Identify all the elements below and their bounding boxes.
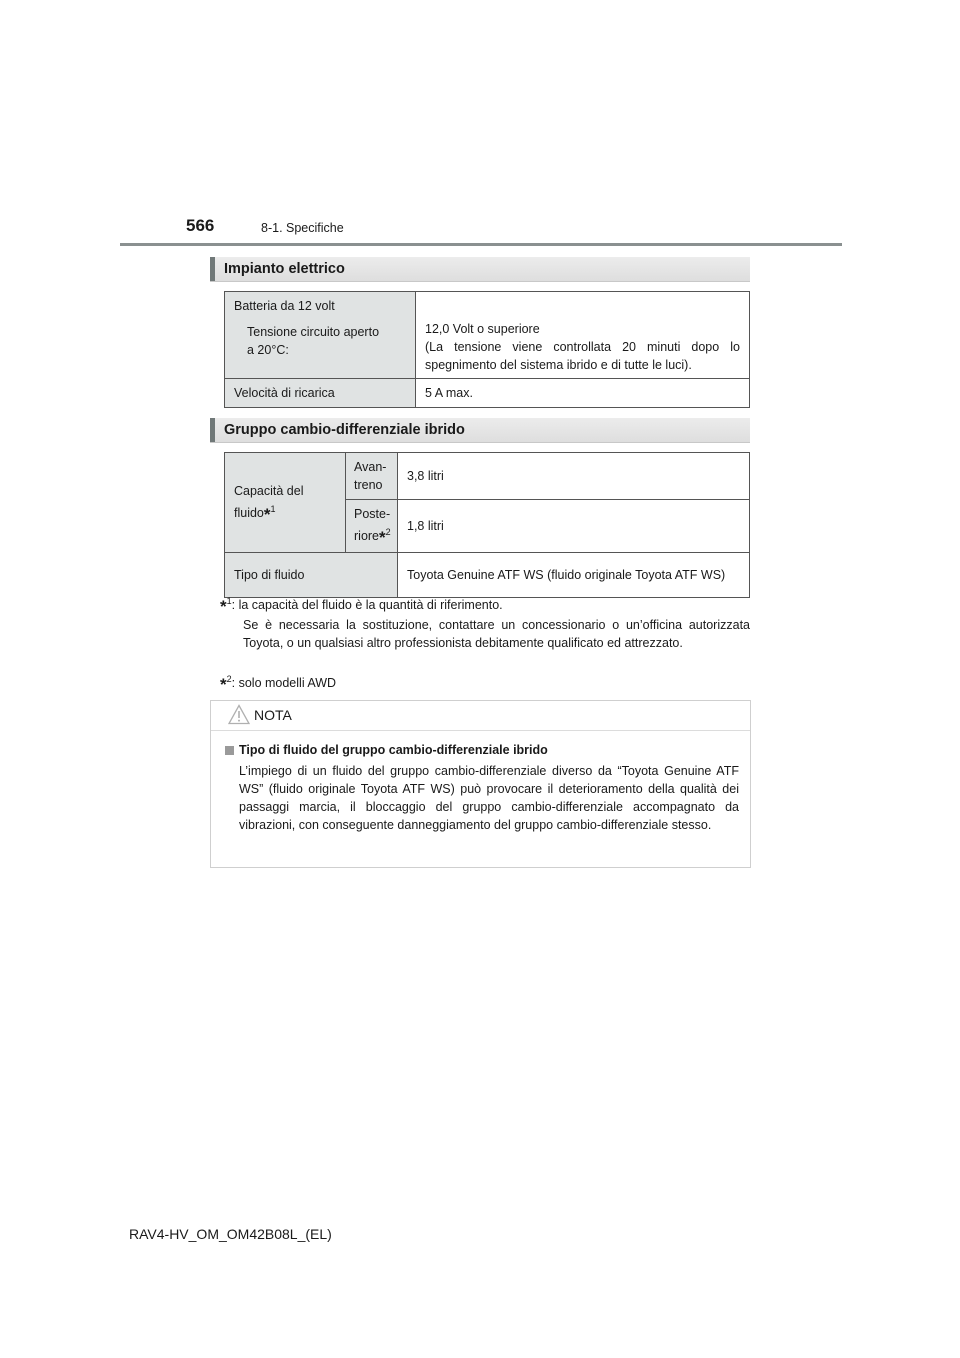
rear-label-2: riore <box>354 529 380 544</box>
section-heading-transaxle <box>210 418 750 443</box>
header-rule <box>120 243 842 246</box>
fluid-type-value: Toyota Genuine ATF WS (fluido originale Toyota ATF WS) <box>407 568 726 583</box>
front-capacity-value: 3,8 litri <box>407 469 444 483</box>
charge-rate-value-cell <box>416 379 750 408</box>
footnote-2-number: 2 <box>226 674 232 684</box>
footnote-1-line-2: Se è necessaria la sostituzione, contattare un concessionario o un’officina autorizzata Toyota, o un qualsiasi altro professionista debitamente qualificato ed attrezzato. <box>243 618 750 651</box>
charge-rate-label: Velocità di ricarica <box>234 386 335 400</box>
rear-value-cell <box>398 500 750 553</box>
open-circuit-label-2: a 20°C: <box>247 343 289 357</box>
rear-footnote-ref: 2 <box>385 527 391 537</box>
front-label-1: Avan- <box>354 460 387 474</box>
table-row-front-capacity <box>225 453 750 500</box>
footnote-star: * <box>263 504 271 524</box>
note-title: NOTA <box>254 707 292 723</box>
footnote-star: * <box>220 597 227 617</box>
capacity-footnote-ref: 1 <box>270 503 276 514</box>
footnote-2 <box>220 670 336 694</box>
rear-capacity-value: 1,8 litri <box>407 519 444 534</box>
section-heading-bar <box>210 418 215 442</box>
front-label-cell <box>346 453 398 500</box>
warning-triangle-icon <box>228 704 250 725</box>
fluid-type-value-cell <box>398 553 750 598</box>
rear-label-1: Poste- <box>354 507 391 521</box>
table-row-fluid-type <box>225 553 750 598</box>
note-box <box>210 700 751 868</box>
footnote-2-text: : solo modelli AWD <box>231 676 337 691</box>
fluid-type-label-cell <box>225 553 398 598</box>
note-subtitle: Tipo di fluido del gruppo cambio-differenziale ibrido <box>239 743 548 757</box>
charge-rate-value: 5 A max. <box>425 386 473 400</box>
capacity-label-1: Capacità del <box>234 483 304 498</box>
section-heading-electrical <box>210 257 750 282</box>
section-title-transaxle: Gruppo cambio-differenziale ibrido <box>224 422 465 438</box>
fluid-type-label: Tipo di fluido <box>234 568 305 583</box>
section-heading-bar <box>210 257 215 281</box>
electrical-spec-table <box>224 291 750 408</box>
front-value-cell <box>398 453 750 500</box>
table-row-charge-rate <box>225 379 750 408</box>
footnote-1 <box>220 592 750 652</box>
table-row-battery <box>225 292 750 379</box>
footnote-star: * <box>220 675 227 695</box>
open-circuit-value-2: (La tensione viene controllata 20 minuti dopo lo spegnimento del sistema ibrido e di tutte le luci). <box>425 340 740 372</box>
note-body: L’impiego di un fluido del gruppo cambio-differenziale diverso da “Toyota Genuine ATF WS” (fluido originale Toyota ATF WS) può provocare il deterioramento della qualità dei passaggi marcia, il bloccaggio del gruppo cambio-differenziale accompagnato da vibrazioni, con conseguente danneggiamento del gruppo cambio-differenziale stesso. <box>239 764 739 832</box>
footnote-star: * <box>379 528 386 548</box>
rear-label-cell <box>346 500 398 553</box>
transaxle-spec-table <box>224 452 750 598</box>
note-header <box>211 701 750 731</box>
capacity-label-2: fluido <box>234 505 264 520</box>
battery-label-cell <box>225 292 416 379</box>
capacity-label-cell <box>225 453 346 553</box>
battery-label: Batteria da 12 volt <box>234 299 335 313</box>
front-label-2: treno <box>354 478 383 492</box>
document-code: RAV4-HV_OM_OM42B08L_(EL) <box>129 1226 332 1242</box>
bullet-square-icon <box>225 746 234 755</box>
section-title-electrical: Impianto elettrico <box>224 261 345 277</box>
page-number: 566 <box>186 216 215 235</box>
footnote-1-line-1: : la capacità del fluido è la quantità di riferimento. <box>231 598 503 613</box>
charge-rate-label-cell <box>225 379 416 408</box>
footnote-1-number: 1 <box>226 596 232 606</box>
open-circuit-label-1: Tensione circuito aperto <box>247 325 380 339</box>
open-circuit-value-cell <box>416 292 750 379</box>
chapter-title: 8-1. Specifiche <box>261 221 344 235</box>
open-circuit-value-1: 12,0 Volt o superiore <box>425 322 540 336</box>
